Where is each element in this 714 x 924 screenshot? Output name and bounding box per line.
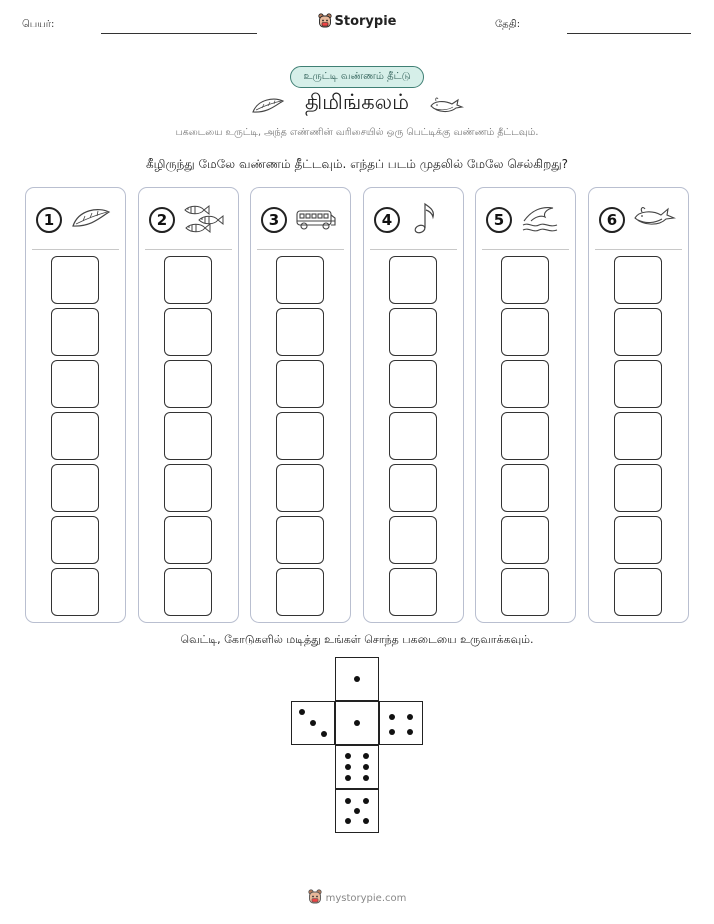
music-note-icon xyxy=(407,201,451,239)
column-number: 6 xyxy=(599,207,625,233)
storypie-logo-icon xyxy=(318,13,332,32)
whale-icon xyxy=(428,95,464,121)
color-box[interactable] xyxy=(164,256,212,304)
color-box[interactable] xyxy=(276,256,324,304)
color-box[interactable] xyxy=(501,412,549,460)
color-box[interactable] xyxy=(276,308,324,356)
dice-pip xyxy=(345,764,351,770)
dice-face-3 xyxy=(291,701,335,745)
dice-face-6 xyxy=(335,745,379,789)
dice-pip xyxy=(354,676,360,682)
dice-face-4 xyxy=(379,701,423,745)
dice-face-1 xyxy=(335,657,379,701)
column-number: 4 xyxy=(374,207,400,233)
color-box[interactable] xyxy=(51,256,99,304)
color-box[interactable] xyxy=(51,308,99,356)
dice-pip xyxy=(354,808,360,814)
color-box[interactable] xyxy=(614,464,662,512)
color-box[interactable] xyxy=(164,568,212,616)
dice-pip xyxy=(363,764,369,770)
dice-pip xyxy=(407,714,413,720)
date-line[interactable] xyxy=(567,33,691,34)
leaf-icon xyxy=(69,201,113,239)
dice-pip xyxy=(389,729,395,735)
color-box[interactable] xyxy=(51,568,99,616)
color-box[interactable] xyxy=(501,464,549,512)
color-box[interactable] xyxy=(614,516,662,564)
column-4 xyxy=(363,187,464,623)
color-box[interactable] xyxy=(276,360,324,408)
color-box[interactable] xyxy=(276,568,324,616)
brand xyxy=(0,13,714,32)
dice-pip xyxy=(345,753,351,759)
color-box[interactable] xyxy=(51,360,99,408)
color-box[interactable] xyxy=(501,360,549,408)
dice-pip xyxy=(345,798,351,804)
column-3 xyxy=(250,187,351,623)
dice-pip xyxy=(363,753,369,759)
dice-face-5 xyxy=(335,789,379,833)
color-box[interactable] xyxy=(389,516,437,564)
page-title: திமிங்கலம் xyxy=(304,90,410,114)
color-box[interactable] xyxy=(614,568,662,616)
color-box[interactable] xyxy=(614,360,662,408)
wave-icon xyxy=(519,201,563,239)
color-box[interactable] xyxy=(164,360,212,408)
color-box[interactable] xyxy=(501,308,549,356)
dice-pip xyxy=(345,775,351,781)
column-1 xyxy=(25,187,126,623)
color-box[interactable] xyxy=(51,464,99,512)
dice-pip xyxy=(299,709,305,715)
color-box[interactable] xyxy=(389,568,437,616)
footer xyxy=(0,889,714,907)
date-label: தேதி: xyxy=(495,19,521,30)
bus-icon xyxy=(294,201,338,239)
column-divider xyxy=(32,249,119,250)
name-label: பெயர்: xyxy=(22,19,55,30)
dice-pip xyxy=(407,729,413,735)
color-box[interactable] xyxy=(389,360,437,408)
column-5 xyxy=(475,187,576,623)
color-box[interactable] xyxy=(164,464,212,512)
color-box[interactable] xyxy=(164,412,212,460)
brand-name: Storypie xyxy=(334,14,397,29)
dice-pip xyxy=(310,720,316,726)
footer-url[interactable]: mystorypie.com xyxy=(325,893,407,904)
column-number: 3 xyxy=(261,207,287,233)
column-number: 1 xyxy=(36,207,62,233)
column-divider xyxy=(595,249,682,250)
dice-pip xyxy=(345,818,351,824)
column-6 xyxy=(588,187,689,623)
color-box[interactable] xyxy=(389,256,437,304)
color-box[interactable] xyxy=(614,256,662,304)
color-box[interactable] xyxy=(276,412,324,460)
color-box[interactable] xyxy=(276,516,324,564)
column-divider xyxy=(482,249,569,250)
fish-icon xyxy=(182,201,226,239)
column-divider xyxy=(257,249,344,250)
dice-face-1 xyxy=(335,701,379,745)
name-line[interactable] xyxy=(101,33,257,34)
dice-pip xyxy=(389,714,395,720)
instruction: கீழிருந்து மேலே வண்ணம் தீட்டவும். எந்தப் படம் முதலில் மேலே செல்கிறது? xyxy=(145,157,569,171)
cut-instruction: வெட்டி, கோடுகளில் மடித்து உங்கள் சொந்த பகடையை உருவாக்கவும். xyxy=(180,633,534,646)
color-box[interactable] xyxy=(501,256,549,304)
dice-pip xyxy=(363,818,369,824)
dice-pip xyxy=(354,720,360,726)
color-box[interactable] xyxy=(501,516,549,564)
color-box[interactable] xyxy=(501,568,549,616)
activity-badge: உருட்டி வண்ணம் தீட்டு xyxy=(290,66,424,88)
color-box[interactable] xyxy=(51,516,99,564)
column-divider xyxy=(370,249,457,250)
dice-pip xyxy=(321,731,327,737)
dice-pip xyxy=(363,775,369,781)
subtitle: பகடையை உருட்டி, அந்த எண்ணின் வரிசையில் ஒரு பெட்டிக்கு வண்ணம் தீட்டவும். xyxy=(175,127,539,138)
column-number: 2 xyxy=(149,207,175,233)
column-divider xyxy=(145,249,232,250)
column-number: 5 xyxy=(486,207,512,233)
color-box[interactable] xyxy=(276,464,324,512)
color-box[interactable] xyxy=(389,308,437,356)
color-box[interactable] xyxy=(389,464,437,512)
color-box[interactable] xyxy=(614,412,662,460)
whale-icon xyxy=(632,201,676,239)
storypie-logo-icon xyxy=(308,889,322,907)
color-box[interactable] xyxy=(51,412,99,460)
color-box[interactable] xyxy=(164,308,212,356)
color-box[interactable] xyxy=(614,308,662,356)
dice-pip xyxy=(363,798,369,804)
column-2 xyxy=(138,187,239,623)
color-box[interactable] xyxy=(389,412,437,460)
color-box[interactable] xyxy=(164,516,212,564)
